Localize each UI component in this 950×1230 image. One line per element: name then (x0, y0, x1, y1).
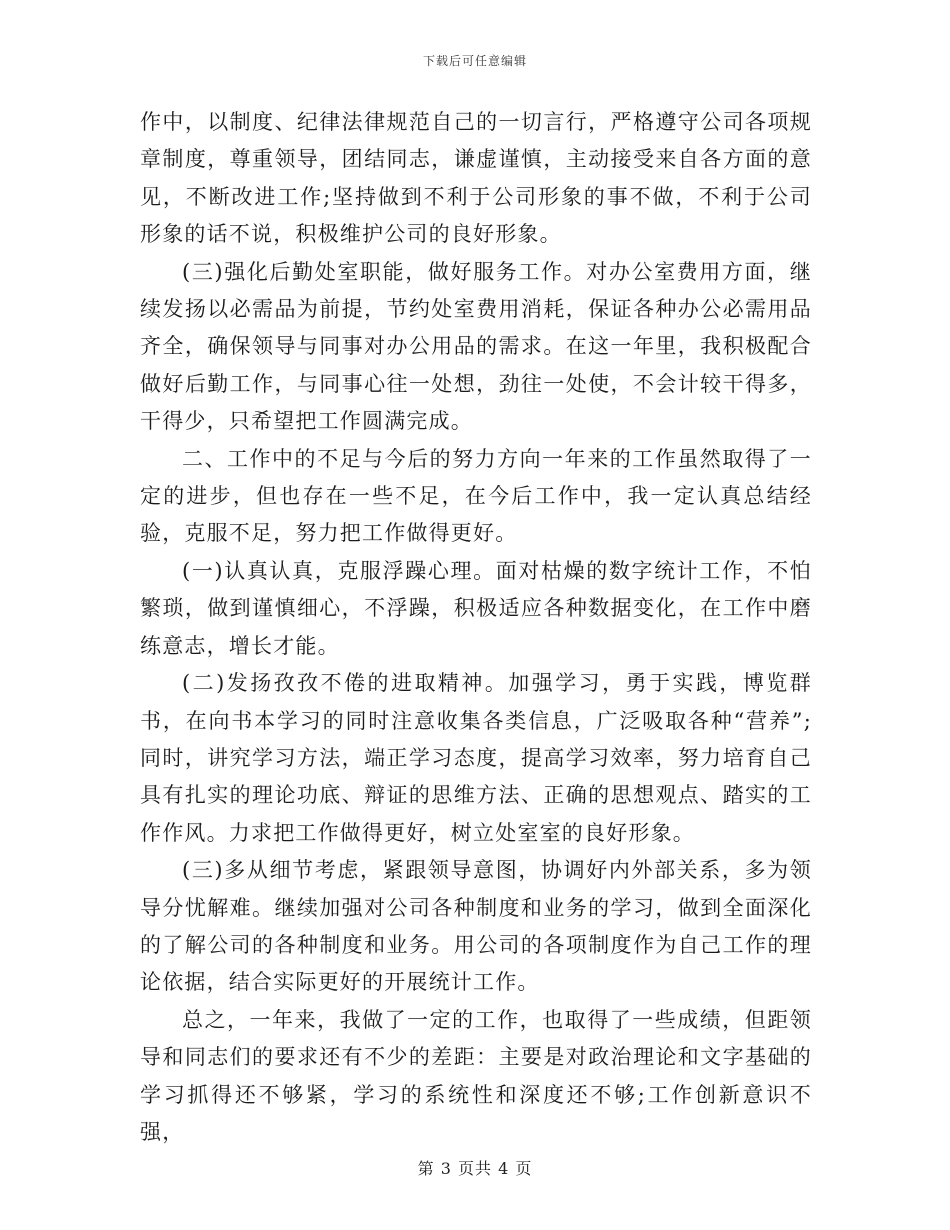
page-header: 下载后可任意编辑 (422, 54, 527, 68)
paragraph-learning-spirit: (二)发扬孜孜不倦的进取精神。加强学习，勇于实践，博览群书，在向书本学习的同时注意收集各类信息，广泛吸取各种“营养”;同时，讲究学习方法，端正学习态度，提高学习效率，努力培育自己具有扎实的理论功底、辩证的思维方法、正确的思想观点、踏实的工作作风。力求把工作做得更好，树立处室室的良好形象。 (140, 671, 812, 845)
paragraph-shortcomings-heading: 二、工作中的不足与今后的努力方向一年来的工作虽然取得了一定的进步，但也存在一些不足，在今后工作中，我一定认真总结经验，克服不足，努力把工作做得更好。 (140, 446, 812, 546)
page-number: 第 3 页共 4 页 (417, 1159, 533, 1178)
document-body (140, 104, 812, 1151)
paragraph-details-coordination: (三)多从细节考虑，紧跟领导意图，协调好内外部关系，多为领导分忧解难。继续加强对公司各种制度和业务的学习，做到全面深化的了解公司的各种制度和业务。用公司的各项制度作为自己工作的理论依据，结合实际更好的开展统计工作。 (140, 858, 812, 995)
paragraph-overcome-impatience: (一)认真认真，克服浮躁心理。面对枯燥的数字统计工作，不怕繁琐，做到谨慎细心，不浮躁，积极适应各种数据变化，在工作中磨练意志，增长才能。 (140, 558, 812, 658)
paragraph-summary: 总之，一年来，我做了一定的工作，也取得了一些成绩，但距领导和同志们的要求还有不少的差距：主要是对政治理论和文字基础的学习抓得还不够紧，学习的系统性和深度还不够;工作创新意识不强， (140, 1007, 812, 1144)
paragraph-logistics-service: (三)强化后勤处室职能，做好服务工作。对办公室费用方面，继续发扬以必需品为前提，节约处室费用消耗，保证各种办公必需用品齐全，确保领导与同事对办公用品的需求。在这一年里，我积极配合做好后勤工作，与同事心往一处想，劲往一处使，不会计较干得多，干得少，只希望把工作圆满完成。 (140, 259, 812, 434)
paragraph-continuation: 作中，以制度、纪律法律规范自己的一切言行，严格遵守公司各项规章制度，尊重领导，团结同志，谦虚谨慎，主动接受来自各方面的意见，不断改进工作;坚持做到不利于公司形象的事不做，不利于公司形象的话不说，积极维护公司的良好形象。 (140, 110, 812, 247)
